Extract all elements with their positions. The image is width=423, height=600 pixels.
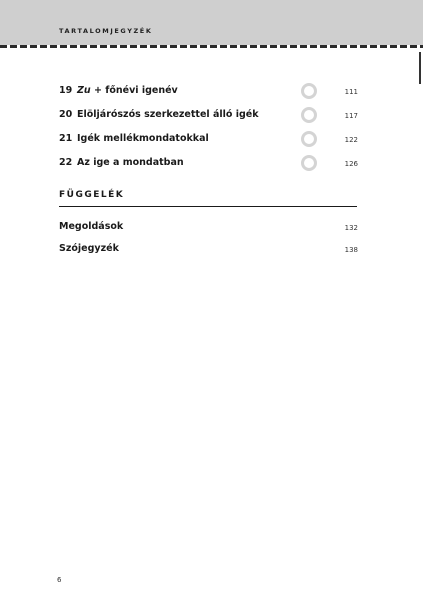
progress-circle-icon	[301, 131, 317, 147]
chapter-title: Zu + főnévi igenév	[77, 85, 178, 96]
footer-page-number: 6	[57, 576, 62, 584]
chapter-number: 20	[59, 109, 73, 120]
progress-circle-icon	[301, 107, 317, 123]
progress-circle-icon	[301, 155, 317, 171]
chapter-page: 111	[344, 88, 358, 96]
dashed-divider	[0, 45, 423, 48]
progress-circle-icon	[301, 83, 317, 99]
appendix-heading: FÜGGELÉK	[59, 190, 125, 200]
appendix-item-title: Megoldások	[59, 221, 124, 232]
appendix-item-page: 138	[344, 246, 358, 254]
appendix-item-title: Szójegyzék	[59, 243, 119, 254]
header-band	[0, 0, 423, 45]
chapter-page: 122	[344, 136, 358, 144]
section-divider	[59, 206, 357, 207]
appendix-item-glossary[interactable]	[59, 243, 359, 254]
chapter-title: Igék mellékmondatokkal	[77, 133, 209, 144]
chapter-number: 21	[59, 133, 73, 144]
appendix-item-solutions[interactable]	[59, 221, 359, 232]
chapter-page: 126	[344, 160, 358, 168]
chapter-number: 19	[59, 85, 73, 96]
page-header-title: TARTALOMJEGYZÉK	[59, 27, 153, 35]
appendix-item-page: 132	[344, 224, 358, 232]
chapter-title: Az ige a mondatban	[77, 157, 184, 168]
chapter-title: Elöljárószós szerkezettel álló igék	[77, 109, 259, 120]
chapter-page: 117	[344, 112, 358, 120]
chapter-number: 22	[59, 157, 73, 168]
edge-marker	[419, 52, 421, 84]
